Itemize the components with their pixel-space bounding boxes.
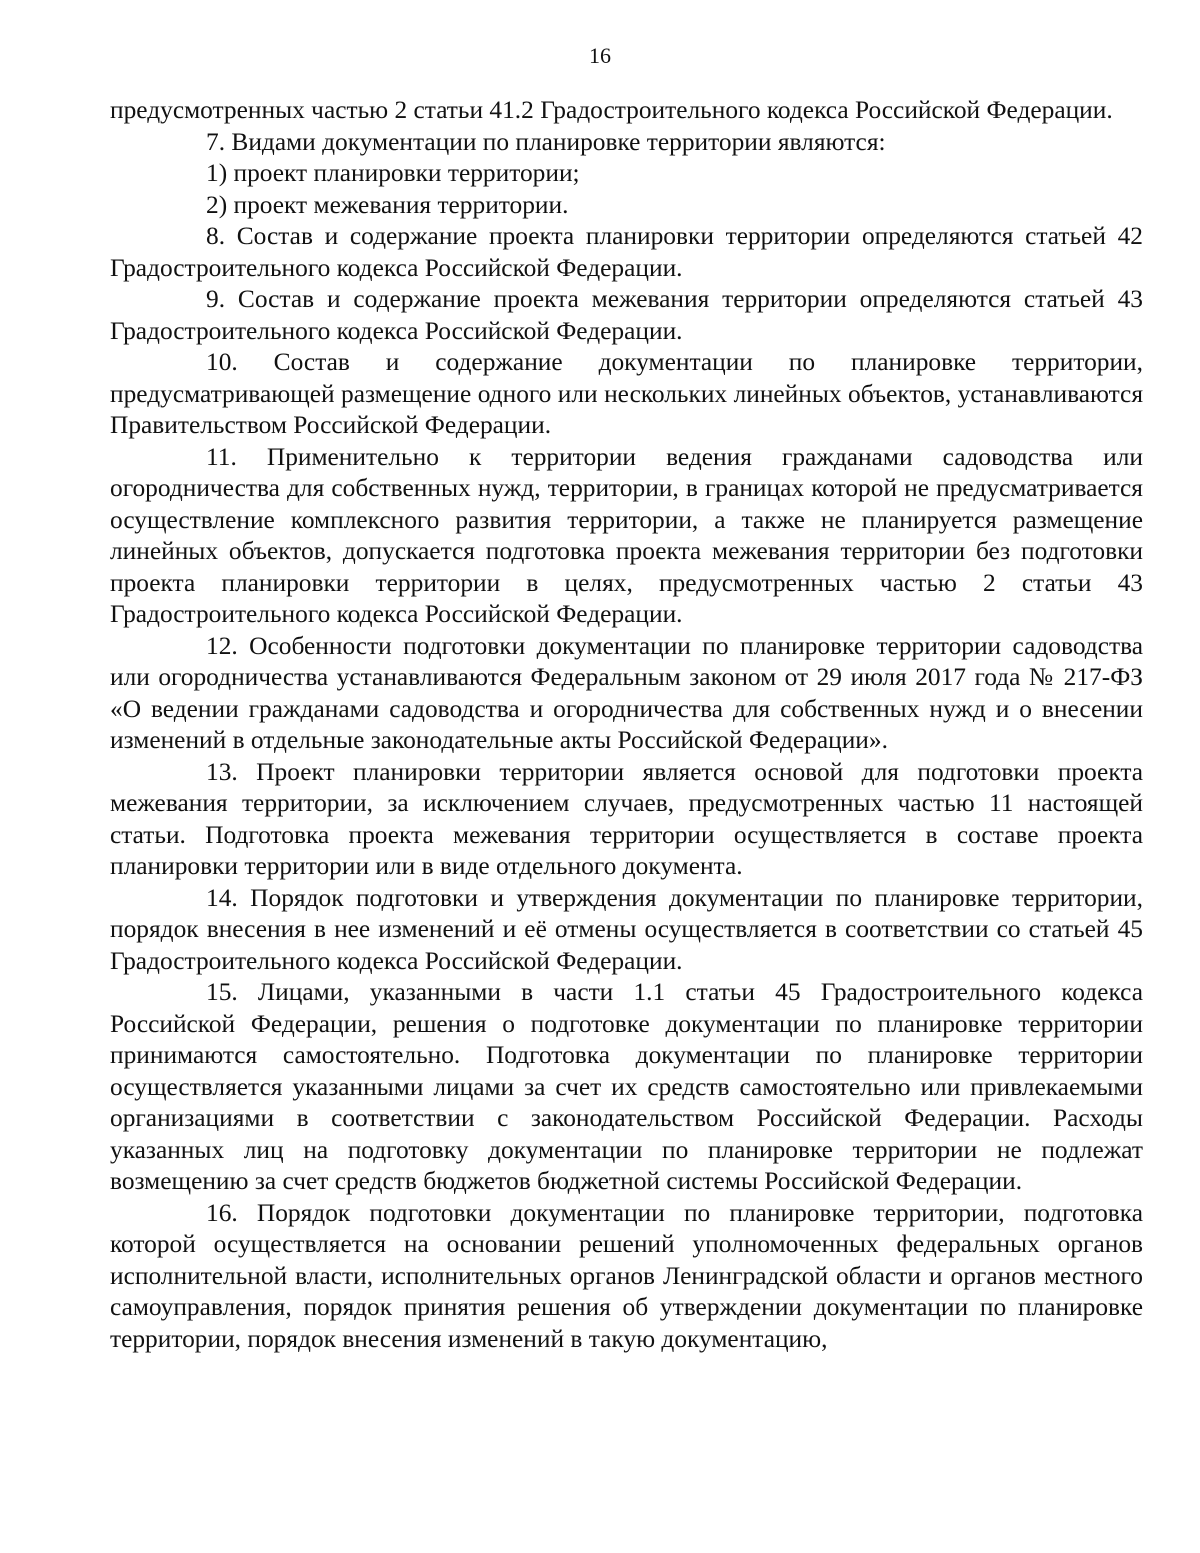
list-item-2: 2) проект межевания территории.	[206, 190, 569, 219]
paragraph-10: 10. Состав и содержание документации по планировке территории, предусматривающей размещение одного или нескольких линейных объектов, устанавливаются Правительством Российской Федерации.	[110, 348, 1143, 439]
paragraph-16: 16. Порядок подготовки документации по планировке территории, подготовка которой осуществляется на основании решений уполномоченных федеральных органов исполнительной власти, исполнительных органов Ленинградской области и органов местного самоуправления, порядок принятия решения об утверждении документации по планировке территории, порядок внесения изменений в такую документацию,	[110, 1198, 1143, 1353]
paragraph-14: 14. Порядок подготовки и утверждения документации по планировке территории, порядок внесения в нее изменений и её отмены осуществляется в соответствии со статьей 45 Градостроительного кодекса Российской Федерации.	[110, 883, 1143, 975]
paragraph-7: 7. Видами документации по планировке территории являются:	[206, 127, 886, 156]
paragraph-15: 15. Лицами, указанными в части 1.1 статьи 45 Градостроительного кодекса Российской Федерации, решения о подготовке документации по планировке территории принимаются самостоятельно. Подготовка документации по планировке территории осуществляется указанными лицами за счет их средств самостоятельно или привлекаемыми организациями в соответствии с законодательством Российской Федерации. Расходы указанных лиц на подготовку документации по планировке территории не подлежат возмещению за счет средств бюджетов бюджетной системы Российской Федерации.	[110, 978, 1143, 1195]
paragraph-8: 8. Состав и содержание проекта планировки территории определяются статьей 42 Градостроительного кодекса Российской Федерации.	[110, 222, 1143, 282]
paragraph-12: 12. Особенности подготовки документации по планировке территории садоводства или огородничества устанавливаются Федеральным законом от 29 июля 2017 года № 217-ФЗ «О ведении гражданами садоводства и огородничества для собственных нужд и о внесении изменений в отдельные законодательные акты Российской Федерации».	[110, 631, 1143, 754]
document-body	[110, 95, 1143, 1355]
paragraph-13: 13. Проект планировки территории является основой для подготовки проекта межевания территории, за исключением случаев, предусмотренных частью 11 настоящей статьи. Подготовка проекта межевания территории осуществляется в составе проекта планировки территории или в виде отдельного документа.	[110, 757, 1143, 880]
paragraph-11: 11. Применительно к территории ведения гражданами садоводства или огородничества для собственных нужд, территории, в границах которой не предусматривается осуществление комплексного развития территории, а также не планируется размещение линейных объектов, допускается подготовка проекта межевания территории без подготовки проекта планировки территории в целях, предусмотренных частью 2 статьи 43 Градостроительного кодекса Российской Федерации.	[110, 442, 1143, 628]
page-number: 16	[589, 43, 611, 68]
paragraph-continuation: предусмотренных частью 2 статьи 41.2 Градостроительного кодекса Российской Федерации.	[110, 96, 1113, 124]
list-item-1: 1) проект планировки территории;	[206, 159, 580, 187]
paragraph-9: 9. Состав и содержание проекта межевания территории определяются статьей 43 Градостроительного кодекса Российской Федерации.	[110, 285, 1143, 345]
